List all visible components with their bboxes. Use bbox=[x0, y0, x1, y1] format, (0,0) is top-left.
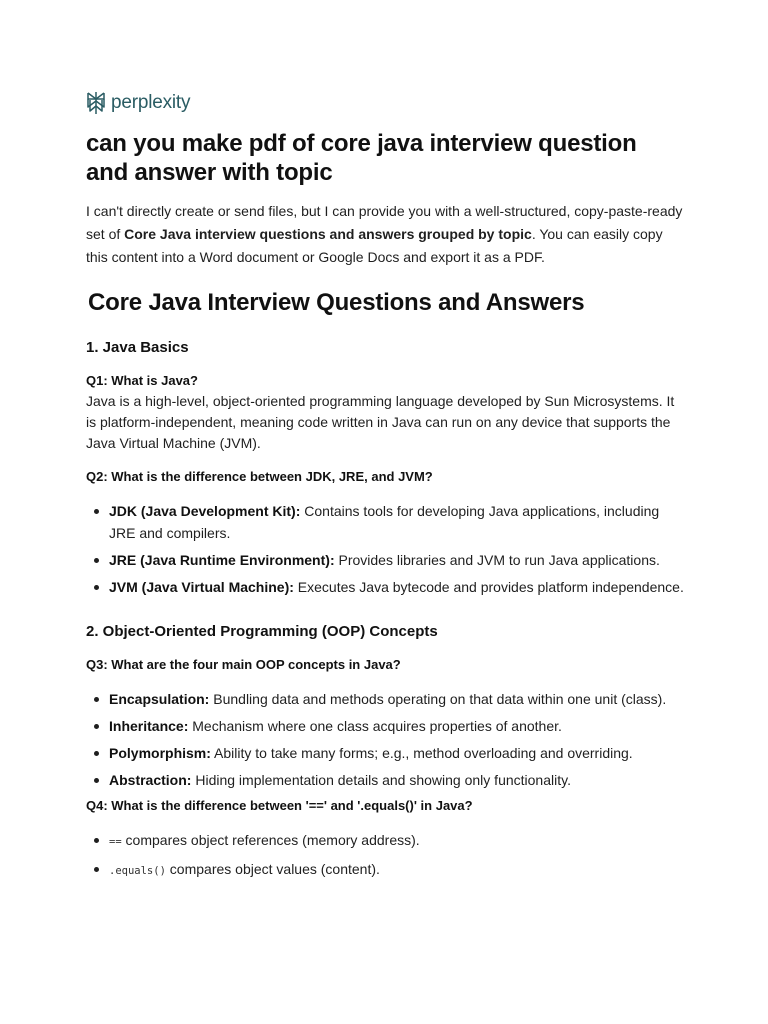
definition: Executes Java bytecode and provides platform independence. bbox=[293, 579, 684, 595]
list-item bbox=[86, 549, 684, 571]
term: Inheritance: bbox=[109, 718, 189, 734]
definition: Contains tools for developing Java applications, including JRE and compilers. bbox=[109, 503, 660, 541]
list-item bbox=[86, 576, 684, 598]
answer-list-q4 bbox=[86, 829, 684, 882]
intro-text-1: I can't directly create or send files, but I can provide you with a well-structured, copy-paste-ready set of bbox=[86, 203, 683, 242]
intro-text-2: . You can easily copy this content into a Word document or Google Docs and export it as a PDF. bbox=[86, 226, 663, 265]
question-q2: Q2: What is the difference between JDK, JRE, and JVM? bbox=[86, 469, 433, 484]
definition: Hiding implementation details and showing only functionality. bbox=[191, 772, 571, 788]
question-q3: Q3: What are the four main OOP concepts in Java? bbox=[86, 657, 401, 672]
intro-paragraph bbox=[86, 200, 684, 269]
section-heading-oop-concepts: 2. Object-Oriented Programming (OOP) Concepts bbox=[86, 623, 438, 640]
answer-list-q3 bbox=[86, 688, 684, 791]
bullet-icon bbox=[94, 867, 99, 872]
term: Polymorphism: bbox=[109, 745, 211, 761]
answer-q1: Java is a high-level, object-oriented programming language developed by Sun Microsystems. It is platform-independent, meaning code written in Java can run on any device that supports the Java Virtual Machine (JVM). bbox=[86, 393, 675, 451]
bullet-icon bbox=[94, 724, 99, 729]
inline-code: .equals() bbox=[109, 865, 166, 877]
list-item bbox=[86, 500, 684, 544]
bullet-icon bbox=[94, 778, 99, 783]
term: Encapsulation: bbox=[109, 691, 210, 707]
term: JDK (Java Development Kit): bbox=[109, 503, 301, 519]
bullet-icon bbox=[94, 697, 99, 702]
definition: compares object values (content). bbox=[165, 861, 380, 877]
bullet-icon bbox=[94, 751, 99, 756]
section-heading-java-basics: 1. Java Basics bbox=[86, 339, 189, 356]
answer-list-q2 bbox=[86, 500, 684, 598]
term: JRE (Java Runtime Environment): bbox=[109, 552, 335, 568]
query-title: can you make pdf of core java interview question and answer with topic bbox=[86, 130, 637, 186]
list-item bbox=[86, 742, 684, 764]
brand-name: perplexity bbox=[111, 92, 191, 113]
definition: compares object references (memory address). bbox=[121, 832, 420, 848]
definition: Ability to take many forms; e.g., method overloading and overriding. bbox=[210, 745, 633, 761]
question-q4: Q4: What is the difference between '==' and '.equals()' in Java? bbox=[86, 798, 473, 813]
list-item bbox=[86, 829, 684, 853]
bullet-icon bbox=[94, 838, 99, 843]
document-title: Core Java Interview Questions and Answers bbox=[88, 289, 585, 316]
list-item bbox=[86, 769, 684, 791]
bullet-icon bbox=[94, 558, 99, 563]
perplexity-logo-icon bbox=[86, 91, 106, 115]
document-content bbox=[86, 129, 684, 887]
list-item bbox=[86, 715, 684, 737]
brand-logo bbox=[86, 90, 190, 116]
definition: Mechanism where one class acquires properties of another. bbox=[188, 718, 562, 734]
list-item bbox=[86, 688, 684, 710]
term: Abstraction: bbox=[109, 772, 192, 788]
list-item bbox=[86, 858, 684, 882]
inline-code: == bbox=[109, 836, 122, 848]
intro-bold: Core Java interview questions and answers grouped by topic bbox=[124, 226, 532, 242]
definition: Provides libraries and JVM to run Java applications. bbox=[334, 552, 660, 568]
bullet-icon bbox=[94, 509, 99, 514]
term: JVM (Java Virtual Machine): bbox=[109, 579, 294, 595]
question-q1: Q1: What is Java? bbox=[86, 373, 198, 388]
bullet-icon bbox=[94, 585, 99, 590]
definition: Bundling data and methods operating on that data within one unit (class). bbox=[209, 691, 667, 707]
